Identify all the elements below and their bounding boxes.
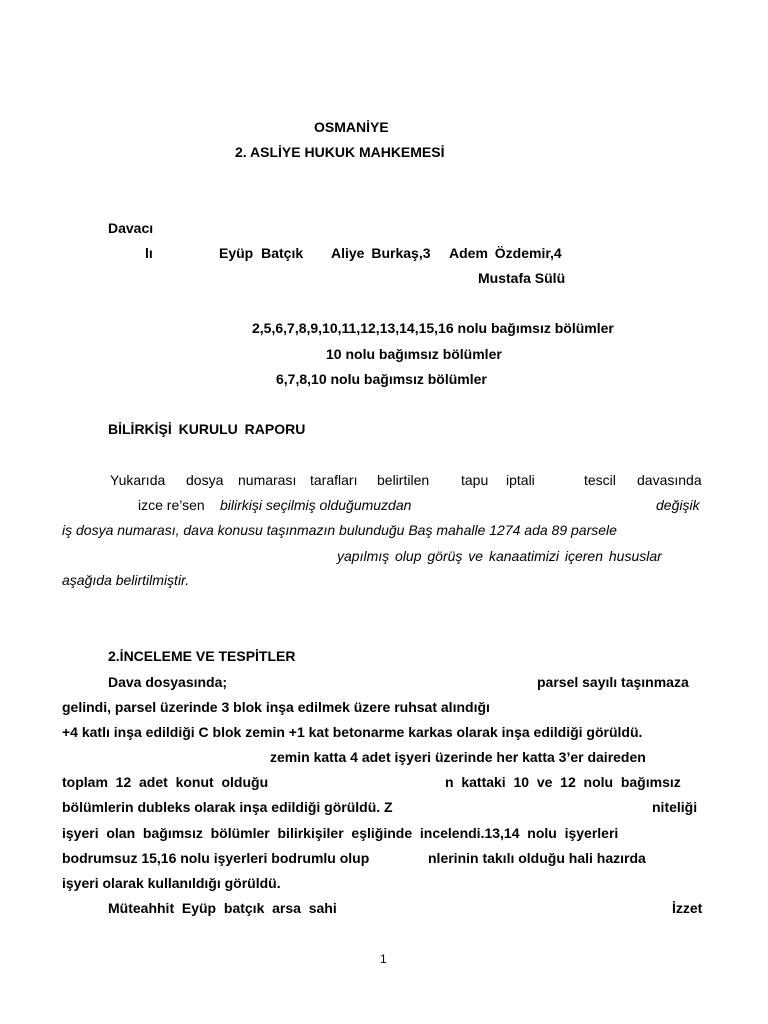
inspection-line-1b: parsel sayılı taşınmaza: [537, 674, 689, 690]
intro-line-2c: değişik: [656, 497, 700, 513]
intro-word: dosya: [186, 472, 224, 488]
inspection-line-10a: Müteahhit Eyüp batçık arsa sahi: [108, 900, 337, 916]
intro-word: Yukarıda: [110, 472, 166, 488]
party-name-1: Eyüp Batçık: [219, 245, 304, 261]
inspection-line-1a: Dava dosyasında;: [108, 674, 228, 690]
intro-word: tapu: [461, 472, 489, 488]
report-title: BİLİRKİŞİ KURULU RAPORU: [108, 421, 306, 437]
inspection-line-5a: toplam 12 adet konut olduğu: [62, 774, 269, 790]
inspection-line-6b: niteliği: [652, 799, 698, 815]
party-row-prefix: lı: [145, 245, 153, 261]
header-city: OSMANİYE: [314, 119, 389, 135]
intro-word: tarafları: [310, 472, 358, 488]
inspection-line-3: +4 katlı inşa edildiği C blok zemin +1 kat betonarme karkas olarak inşa edildiği görüldü.: [62, 724, 643, 740]
intro-line-4: yapılmış olup görüş ve kanaatimizi içeren hususlar: [337, 548, 662, 564]
party-name-3: Adem Özdemir,4: [449, 245, 562, 261]
intro-line-3: iş dosya numarası, dava konusu taşınmazın bulunduğu Baş mahalle 1274 ada 89 parsele: [62, 522, 617, 538]
inspection-line-6a: bölümlerin dubleks olarak inşa edildiği görüldü. Z: [62, 799, 393, 815]
sections-line-2: 10 nolu bağımsız bölümler: [326, 346, 502, 362]
inspection-line-10b: İzzet: [672, 900, 703, 916]
intro-word: belirtilen: [377, 472, 430, 488]
inspection-line-8a: bodrumsuz 15,16 nolu işyerleri bodrumlu olup: [62, 850, 370, 866]
inspection-heading: 2.İNCELEME VE TESPİTLER: [108, 648, 296, 664]
party-name-2: Aliye Burkaş,3: [331, 245, 431, 261]
inspection-line-7: işyeri olan bağımsız bölümler bilirkişiler eşliğinde incelendi.13,14 nolu işyerleri: [62, 825, 619, 841]
sections-line-3: 6,7,8,10 nolu bağımsız bölümler: [276, 371, 487, 387]
intro-line-5: aşağıda belirtilmiştir.: [62, 572, 190, 588]
intro-word: davasında: [637, 472, 702, 488]
inspection-line-5b: n kattaki 10 ve 12 nolu bağımsız: [445, 774, 681, 790]
intro-word: numarası: [238, 472, 297, 488]
page-number: 1: [380, 952, 387, 966]
inspection-line-2: gelindi, parsel üzerinde 3 blok inşa edilmek üzere ruhsat alındığı: [62, 699, 490, 715]
intro-line-2a: izce re’sen: [138, 497, 205, 513]
header-court: 2. ASLİYE HUKUK MAHKEMESİ: [235, 144, 445, 160]
inspection-line-8b: nlerinin takılı olduğu hali hazırda: [428, 850, 646, 866]
party-name-4: Mustafa Sülü: [478, 270, 566, 286]
plaintiff-label: Davacı: [108, 220, 154, 236]
sections-line-1: 2,5,6,7,8,9,10,11,12,13,14,15,16 nolu bağımsız bölümler: [252, 320, 614, 336]
inspection-line-9: işyeri olarak kullanıldığı görüldü.: [62, 875, 281, 891]
intro-word: iptali: [506, 472, 535, 488]
inspection-line-4: zemin katta 4 adet işyeri üzerinde her katta 3’er daireden: [270, 749, 646, 765]
intro-word: tescil: [584, 472, 616, 488]
intro-line-2b: bilirkişi seçilmiş olduğumuzdan: [220, 497, 412, 513]
